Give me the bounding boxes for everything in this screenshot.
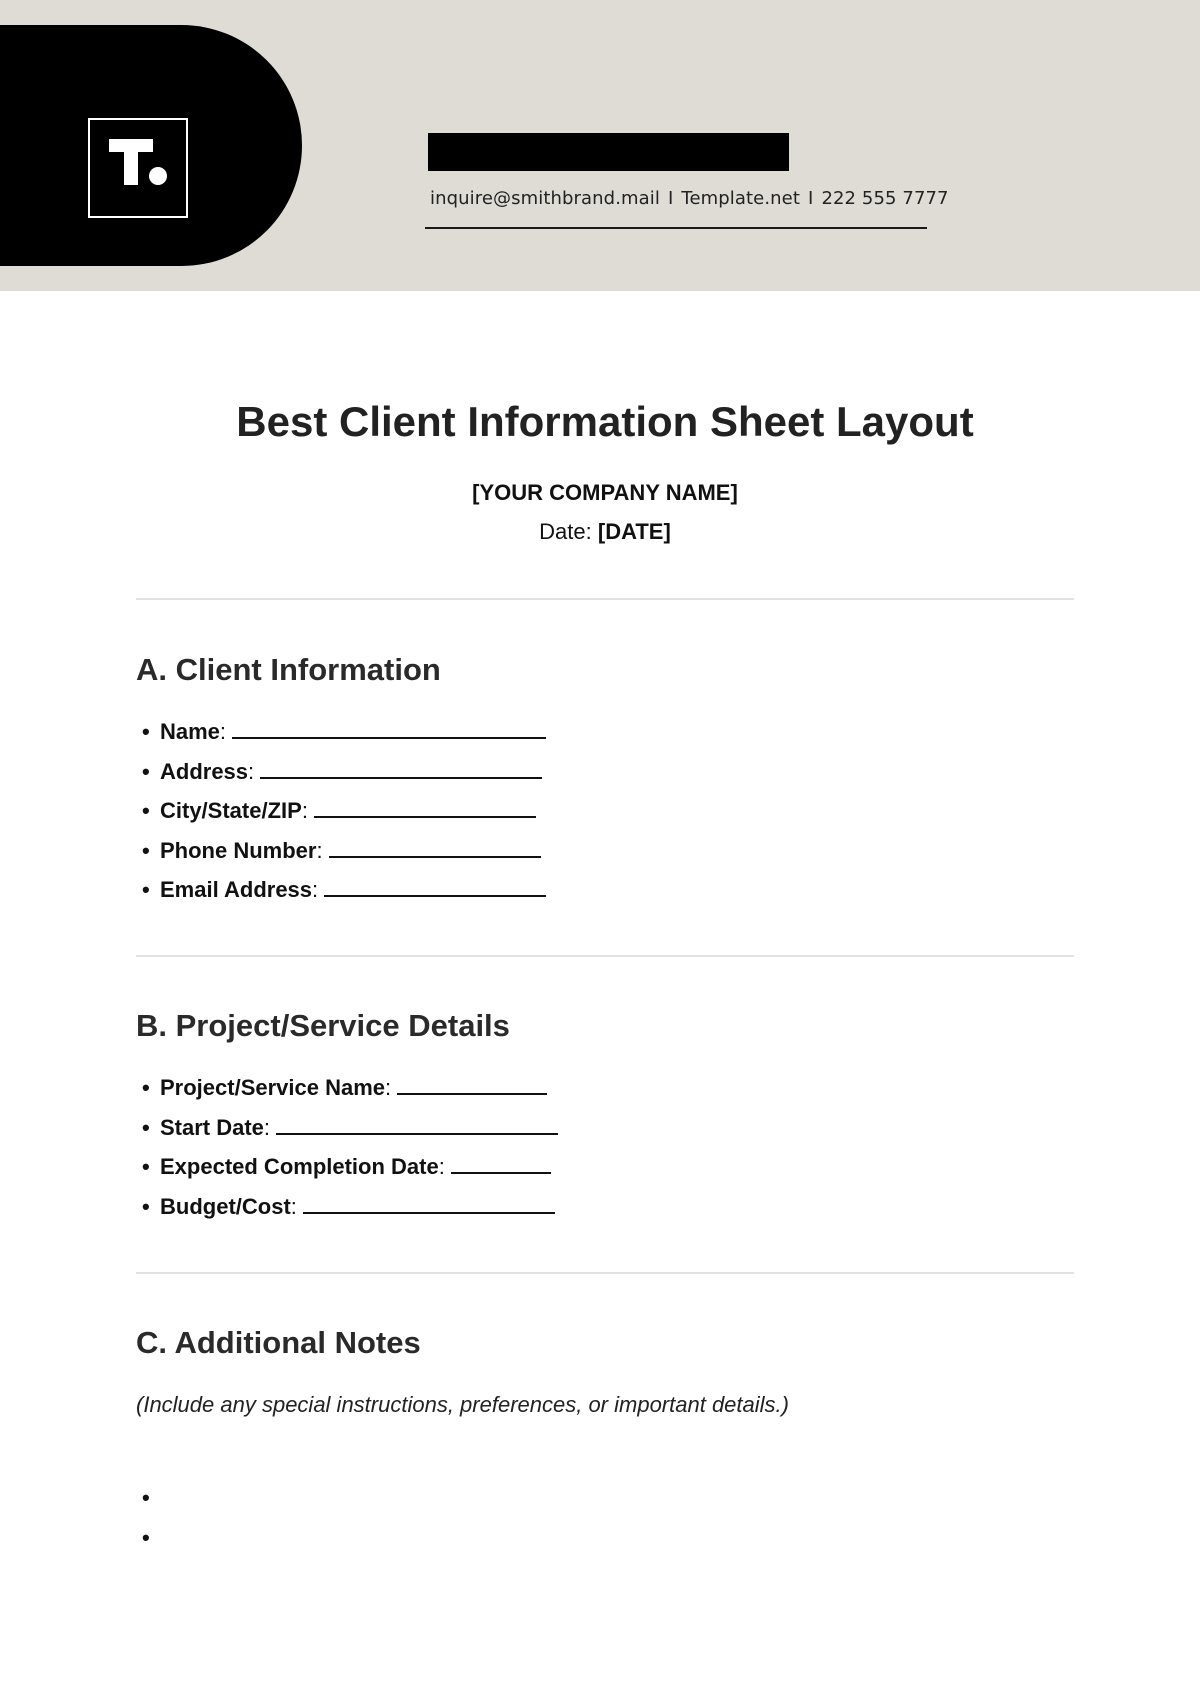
bullet: • (142, 1114, 150, 1140)
field-colon: : (248, 758, 255, 784)
field-colon: : (312, 877, 319, 902)
date-value: [DATE] (597, 519, 671, 544)
list-item (142, 870, 546, 910)
section-divider (136, 1272, 1074, 1274)
logo-t-icon (109, 139, 173, 203)
section-divider (136, 955, 1074, 957)
section-title-additional-notes: C. Additional Notes (136, 1325, 421, 1360)
field-label-name: Name (160, 719, 220, 744)
client-field-list (142, 712, 546, 910)
section-divider (136, 598, 1074, 600)
header-band (0, 0, 1200, 291)
company-name: [YOUR COMPANY NAME] (472, 480, 738, 505)
start-date-blank-line[interactable] (276, 1113, 558, 1135)
field-label-address: Address (160, 758, 249, 784)
field-label-start-date: Start Date (160, 1114, 264, 1140)
field-label-email-address: Email Address (160, 877, 313, 902)
bullet: • (142, 1193, 150, 1219)
budget-cost-blank-line[interactable] (303, 1192, 555, 1214)
field-colon: : (385, 1075, 392, 1100)
project-service-name-blank-line[interactable] (397, 1073, 547, 1095)
list-item[interactable]: • (142, 1524, 150, 1550)
notes-instruction: (Include any special instructions, preferences, or important details.) (136, 1392, 789, 1417)
list-item (142, 791, 546, 831)
list-item (142, 1147, 558, 1187)
address-blank-line[interactable] (260, 757, 542, 779)
list-item (142, 1187, 558, 1227)
date-label: Date: (539, 519, 592, 544)
list-item (142, 1068, 558, 1108)
contact-separator: I (667, 188, 674, 209)
city-state-zip-blank-line[interactable] (314, 796, 536, 818)
list-item (142, 712, 546, 752)
field-colon: : (219, 719, 227, 744)
contact-email: inquire@smithbrand.mail (430, 188, 660, 209)
field-label-phone-number: Phone Number (160, 837, 317, 863)
field-label-project-service-name: Project/Service Name (160, 1075, 386, 1100)
contact-underline (425, 227, 927, 229)
phone-number-blank-line[interactable] (329, 836, 541, 858)
bullet: • (142, 877, 150, 902)
list-item[interactable]: • (142, 1485, 150, 1510)
bullet: • (142, 1154, 150, 1179)
section-title-project-service-details: B. Project/Service Details (136, 1008, 510, 1043)
bullet: • (142, 758, 150, 784)
contact-website: Template.net (681, 188, 801, 209)
contact-info (430, 188, 949, 209)
bullet: • (142, 837, 150, 863)
list-item (142, 831, 546, 871)
contact-phone: 222 555 7777 (821, 188, 949, 209)
date-line (0, 519, 1200, 545)
contact-separator: I (808, 188, 814, 209)
project-field-list (142, 1068, 558, 1226)
field-label-expected-completion-date: Expected Completion Date (160, 1154, 439, 1179)
field-label-city-state-zip: City/State/ZIP (160, 798, 302, 823)
email-address-blank-line[interactable] (324, 875, 546, 897)
bullet: • (142, 1075, 150, 1100)
notes-list (142, 1478, 150, 1557)
company-logo (88, 118, 188, 218)
field-colon: : (438, 1154, 445, 1179)
document-title: Best Client Information Sheet Layout (236, 398, 974, 445)
expected-completion-date-blank-line[interactable] (451, 1152, 551, 1174)
list-item (142, 752, 546, 792)
name-blank-line[interactable] (232, 717, 546, 739)
field-colon: : (316, 837, 323, 863)
field-label-budget-cost: Budget/Cost (160, 1193, 291, 1219)
section-title-client-information: A. Client Information (136, 652, 441, 687)
redacted-name-bar (428, 133, 789, 171)
list-item (142, 1108, 558, 1148)
bullet: • (142, 798, 150, 823)
bullet: • (142, 719, 150, 744)
field-colon: : (301, 798, 308, 823)
field-colon: : (290, 1193, 297, 1219)
field-colon: : (263, 1114, 271, 1140)
logo-background (0, 25, 302, 266)
